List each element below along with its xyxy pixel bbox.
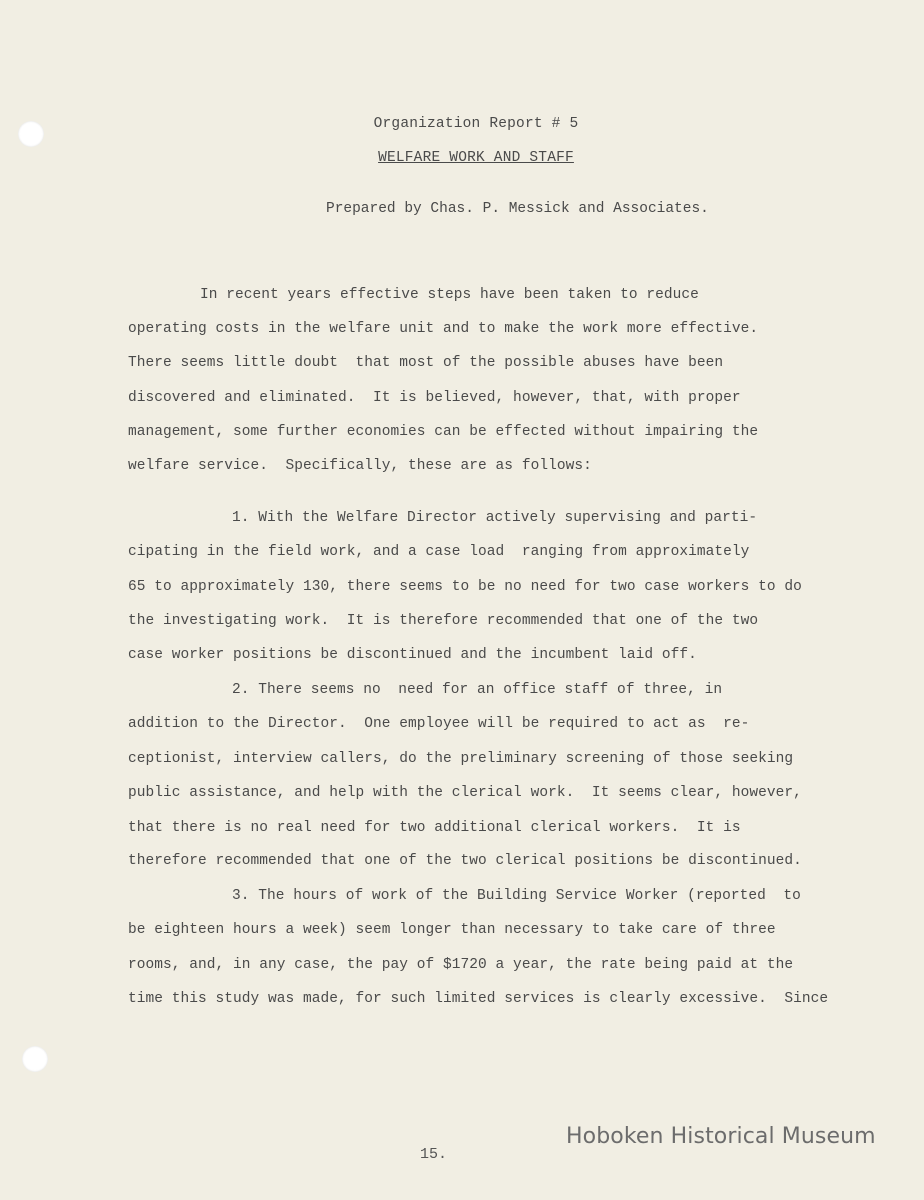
body-line: operating costs in the welfare unit and to make the work more effective. (128, 321, 759, 337)
body-line: case worker positions be discontinued and the incumbent laid off. (128, 647, 697, 663)
body-line: be eighteen hours a week) seem longer than necessary to take care of three (128, 922, 776, 938)
binder-hole-bottom (22, 1046, 48, 1072)
body-line: welfare service. Specifically, these are as follows: (128, 458, 592, 474)
body-line: discovered and eliminated. It is believed, however, that, with proper (128, 390, 741, 406)
body-line: addition to the Director. One employee will be required to act as re- (128, 716, 750, 732)
page-number: 15. (420, 1146, 448, 1163)
body-line: In recent years effective steps have been taken to reduce (200, 287, 699, 303)
prepared-by: Prepared by Chas. P. Messick and Associates. (326, 201, 709, 217)
body-line: There seems little doubt that most of the possible abuses have been (128, 355, 724, 371)
body-line: 3. The hours of work of the Building Service Worker (reported to (232, 888, 801, 904)
body-line: ceptionist, interview callers, do the preliminary screening of those seeking (128, 751, 794, 767)
body-line: time this study was made, for such limited services is clearly excessive. Since (128, 991, 829, 1007)
body-line: rooms, and, in any case, the pay of $1720 a year, the rate being paid at the (128, 957, 794, 973)
body-line: management, some further economies can be effected without impairing the (128, 424, 759, 440)
body-line: 1. With the Welfare Director actively supervising and parti- (232, 510, 758, 526)
body-line: the investigating work. It is therefore recommended that one of the two (128, 613, 759, 629)
body-line: therefore recommended that one of the two clerical positions be discontinued. (128, 853, 802, 869)
body-line: 65 to approximately 130, there seems to be no need for two case workers to do (128, 579, 802, 595)
body-line: that there is no real need for two additional clerical workers. It is (128, 820, 741, 836)
body-line: cipating in the field work, and a case load ranging from approximately (128, 544, 750, 560)
report-title: WELFARE WORK AND STAFF (378, 150, 574, 166)
body-line: 2. There seems no need for an office staff of three, in (232, 682, 723, 698)
report-number: Organization Report # 5 (373, 116, 579, 132)
museum-watermark: Hoboken Historical Museum (566, 1124, 876, 1149)
body-line: public assistance, and help with the clerical work. It seems clear, however, (128, 785, 802, 801)
